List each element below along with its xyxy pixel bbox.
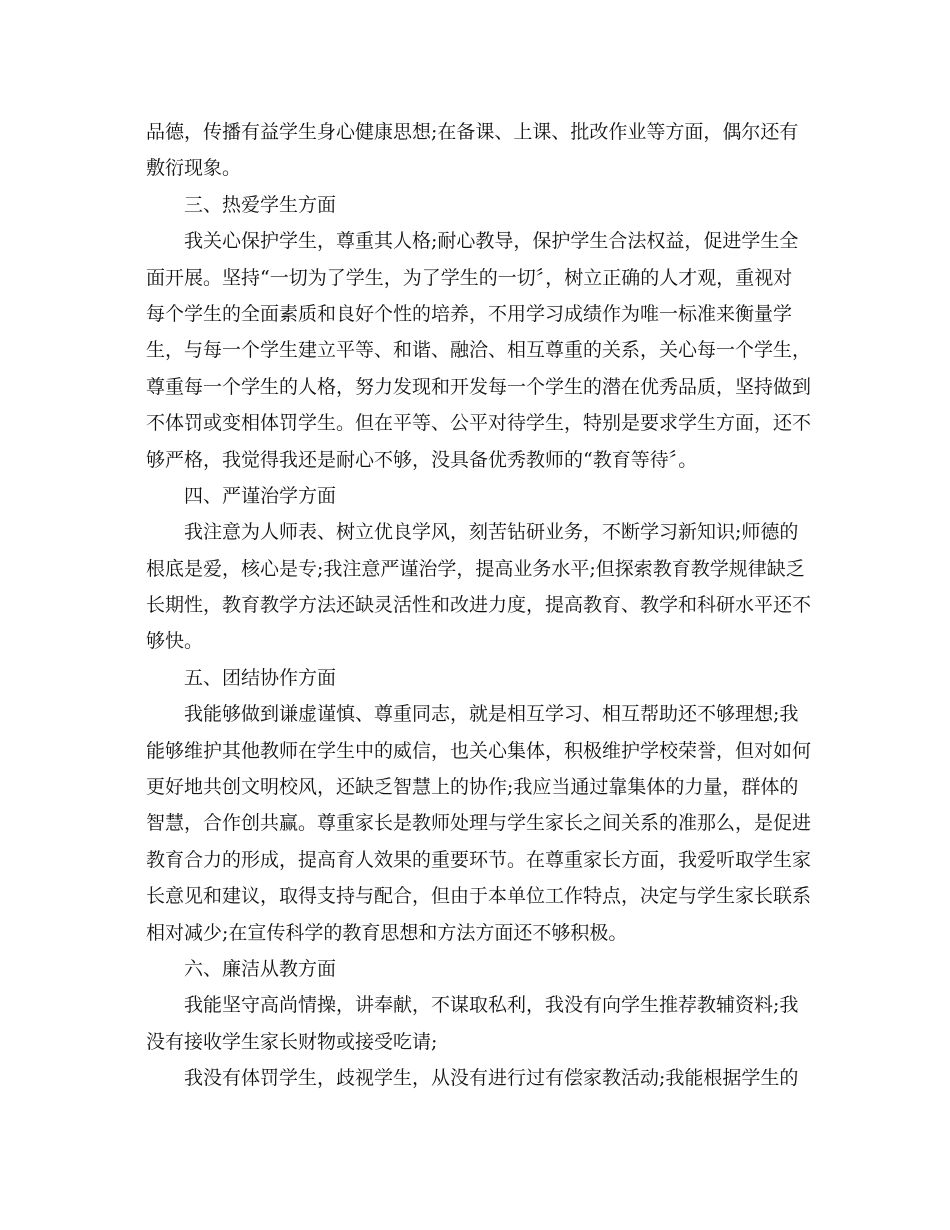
text-line: 我能坚守高尚情操，讲奉献，不谋取私利，我没有向学生推荐教辅资料;我 [184,994,799,1017]
document-body [146,114,812,1097]
text-line: 我关心保护学生，尊重其人格;耐心教导，保护学生合法权益，促进学生全 [184,230,799,253]
text-line: 够快。 [146,630,204,653]
text-line: 够严格，我觉得我还是耐心不够，没具备优秀教师的“教育等待〞。 [146,448,698,471]
text-line: 五、团结协作方面 [184,666,337,689]
text-line: 三、热爱学生方面 [184,193,337,216]
text-line: 相对减少;在宣传科学的教育思想和方法方面还不够积极。 [146,921,628,944]
text-line: 长意见和建议，取得支持与配合，但由于本单位工作特点，决定与学生家长联系 [146,885,812,908]
text-line: 尊重每一个学生的人格，努力发现和开发每一个学生的潜在优秀品质，坚持做到 [146,375,812,398]
text-line: 敷衍现象。 [146,157,242,180]
text-line: 四、严谨治学方面 [184,484,337,507]
text-line: 教育合力的形成，提高育人效果的重要环节。在尊重家长方面，我爱听取学生家 [146,848,812,871]
text-line: 我注意为人师表、树立优良学风，刻苦钻研业务，不断学习新知识;师德的 [184,521,799,544]
text-line: 六、廉洁从教方面 [184,957,337,980]
text-line: 每个学生的全面素质和良好个性的培养，不用学习成绩作为唯一标准来衡量学 [146,302,793,325]
text-line: 我没有体罚学生，歧视学生，从没有进行过有偿家教活动;我能根据学生的 [184,1067,799,1090]
text-line: 不体罚或变相体罚学生。但在平等、公平对待学生，特别是要求学生方面，还不 [146,412,812,435]
text-line: 根底是爱，核心是专;我注意严谨治学，提高业务水平;但探索教育教学规律缺乏 [146,557,805,580]
text-line: 品德，传播有益学生身心健康思想;在备课、上课、批改作业等方面，偶尔还有 [146,121,799,143]
text-line: 我能够做到谦虚谨慎、尊重同志，就是相互学习、相互帮助还不够理想;我 [184,703,799,726]
text-line: 更好地共创文明校风，还缺乏智慧上的协作;我应当通过靠集体的力量，群体的 [146,776,799,799]
text-line: 智慧，合作创共赢。尊重家长是教师处理与学生家长之间关系的准那么，是促进 [146,812,812,835]
text-line: 生，与每一个学生建立平等、和谐、融洽、相互尊重的关系，关心每一个学生， [146,339,812,362]
text-line: 长期性，教育教学方法还缺灵活性和改进力度，提高教育、教学和科研水平还不 [146,594,812,617]
text-line: 面开展。坚持“一切为了学生，为了学生的一切〞，树立正确的人才观，重视对 [146,266,793,289]
text-line: 能够维护其他教师在学生中的威信，也关心集体，积极维护学校荣誉，但对如何 [146,739,812,762]
text-line: 没有接收学生家长财物或接受吃请; [146,1030,438,1053]
